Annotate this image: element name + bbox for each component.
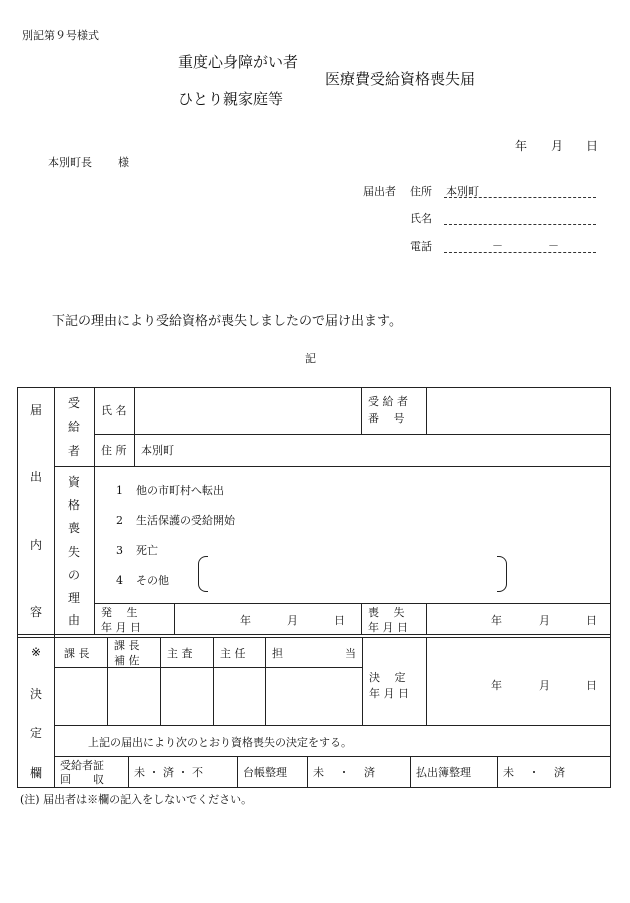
title-main: 医療費受給資格喪失届 [325, 70, 476, 88]
staff-kacho-hosa-2: 補 佐 [114, 654, 140, 667]
reason-text[interactable]: その他 [136, 574, 169, 587]
cert-label-2: 回 収 [60, 773, 104, 786]
jukyusha-no-label-1: 受 給 者 [368, 395, 408, 408]
loss-day: 日 [586, 614, 597, 627]
decision-year: 年 [491, 679, 502, 692]
staff-kacho-hosa-1: 課 長 [114, 639, 140, 652]
applicant-name-line[interactable] [444, 224, 596, 225]
addressee-honorific: 様 [118, 156, 129, 169]
reason-text[interactable]: 他の市町村へ転出 [136, 484, 224, 497]
loss-year: 年 [491, 614, 502, 627]
loss-reason-char: 理 [67, 591, 80, 605]
jukyusha-char: 給 [67, 420, 80, 434]
staff-shusa: 主 査 [167, 647, 193, 660]
occur-label-2: 年 月 日 [101, 621, 141, 634]
decision-label-2: 年 月 日 [369, 687, 409, 700]
jukyusha-char: 者 [67, 444, 80, 458]
footnote: (注) 届出者は※欄の記入をしないでください。 [20, 793, 253, 806]
reason-num: 4 [116, 574, 123, 587]
title-line1: 重度心身障がい者 [178, 53, 299, 71]
phone-sep-1: － [492, 239, 503, 252]
loss-reason-char: 喪 [67, 521, 80, 535]
section-label-char: 内 [29, 538, 42, 552]
staff-shunin: 主 任 [220, 647, 246, 660]
jukyusha-char: 受 [67, 396, 80, 410]
loss-reason-char: 格 [67, 498, 80, 512]
reason-num: 3 [116, 544, 123, 557]
ledger-label: 台帳整理 [243, 766, 287, 779]
kettei-char: ※ [30, 645, 42, 659]
address-value[interactable]: 本別町 [141, 444, 174, 457]
loss-label-1: 喪 失 [368, 606, 405, 619]
statement: 下記の理由により受給資格が喪失しましたので届け出ます。 [52, 314, 402, 329]
loss-label-2: 年 月 日 [368, 621, 408, 634]
kettei-char: 決 [29, 687, 42, 701]
date-day: 日 [586, 139, 599, 153]
address-label: 住 所 [101, 444, 127, 457]
applicant-phone-label: 電話 [410, 240, 432, 253]
reason-text[interactable]: 生活保護の受給開始 [136, 514, 235, 527]
form-number: 別記第９号様式 [22, 29, 99, 42]
cert-value[interactable]: 未 ・ 済 ・ 不 [134, 766, 203, 779]
staff-tanto-2: 当 [345, 647, 356, 660]
loss-reason-char: 失 [67, 545, 80, 559]
applicant-header: 届出者 [363, 185, 396, 198]
decision-label-1: 決 定 [369, 671, 406, 684]
jukyusha-no-label-2: 番 号 [368, 412, 405, 425]
date-month: 月 [551, 139, 564, 153]
reason-num: 1 [116, 484, 123, 497]
section-label-char: 出 [29, 470, 42, 484]
applicant-phone-line[interactable] [444, 252, 596, 253]
date-year: 年 [515, 139, 528, 153]
addressee-name: 本別町長 [48, 156, 92, 169]
loss-reason-char: 由 [67, 613, 80, 627]
loss-reason-char: 資 [67, 475, 80, 489]
applicant-address-value[interactable]: 本別町 [446, 185, 479, 198]
kettei-char: 定 [29, 726, 42, 740]
decision-text: 上記の届出により次のとおり資格喪失の決定をする。 [88, 736, 352, 749]
loss-reason-char: の [67, 568, 80, 582]
applicant-address-label: 住所 [410, 185, 432, 198]
payment-value[interactable]: 未 ・ 済 [503, 766, 565, 779]
title-line2: ひとり親家庭等 [178, 90, 284, 108]
payment-label: 払出簿整理 [416, 766, 471, 779]
section-label-char: 届 [29, 403, 42, 417]
decision-month: 月 [539, 679, 550, 692]
applicant-name-label: 氏名 [410, 212, 432, 225]
other-bracket-right [497, 556, 507, 592]
kettei-char: 欄 [29, 766, 42, 780]
occur-label-1: 発 生 [101, 606, 138, 619]
cert-label-1: 受給者証 [60, 759, 104, 772]
applicant-address-line [444, 197, 596, 198]
name-label: 氏 名 [101, 404, 127, 417]
reason-text[interactable]: 死亡 [136, 544, 158, 557]
occur-year: 年 [240, 614, 251, 627]
occur-day: 日 [334, 614, 345, 627]
reason-num: 2 [116, 514, 123, 527]
occur-month: 月 [287, 614, 298, 627]
ki-mark: 記 [305, 352, 316, 365]
staff-kacho: 課 長 [64, 647, 90, 660]
loss-month: 月 [539, 614, 550, 627]
section-label-char: 容 [29, 605, 42, 619]
other-bracket-left [198, 556, 208, 592]
decision-day: 日 [586, 679, 597, 692]
staff-tanto-1: 担 [272, 647, 283, 660]
ledger-value[interactable]: 未 ・ 済 [313, 766, 375, 779]
phone-sep-2: － [548, 239, 559, 252]
